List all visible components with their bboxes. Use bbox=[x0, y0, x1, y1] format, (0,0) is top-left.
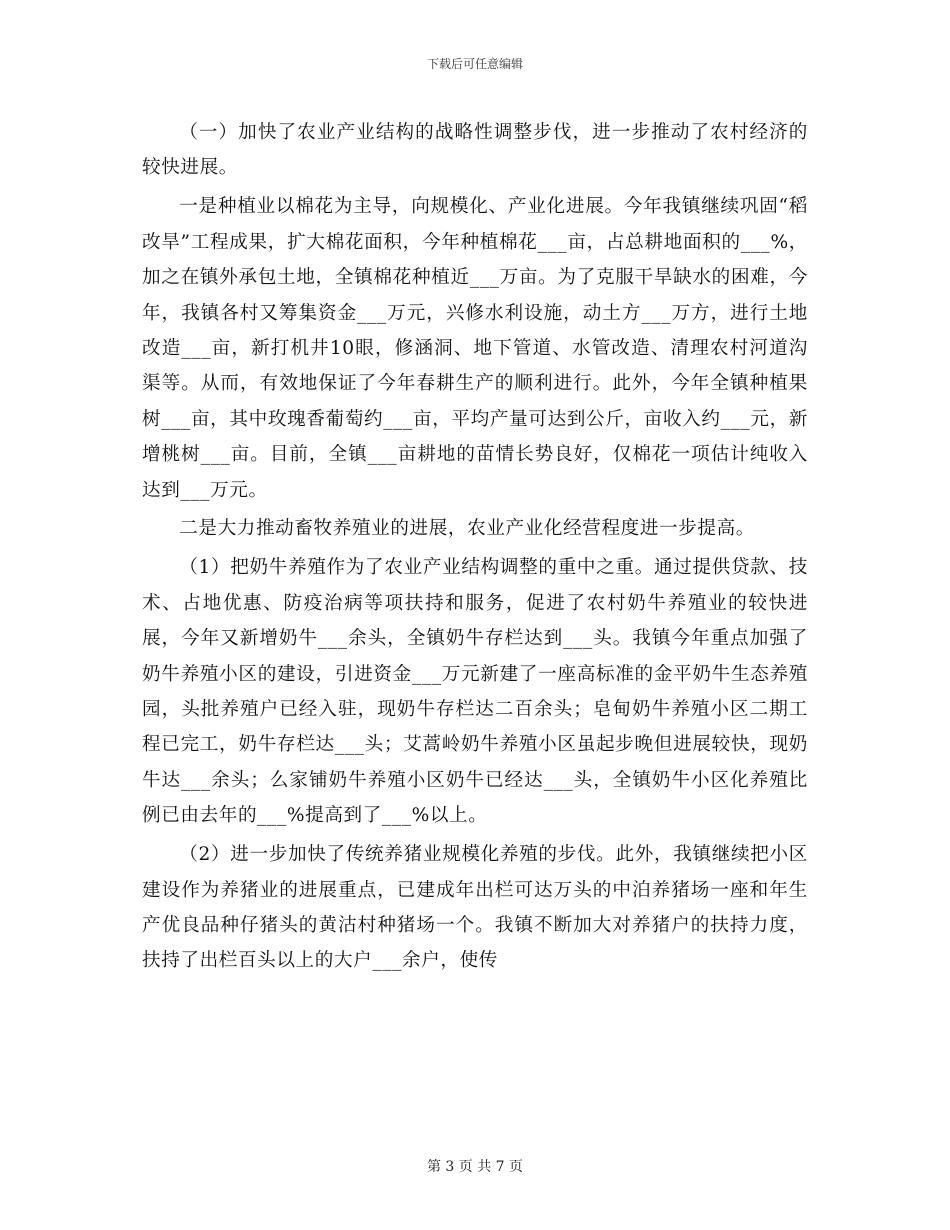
paragraph-section-title: （一）加快了农业产业结构的战略性调整步伐，进一步推动了农村经济的较快进展。 bbox=[142, 122, 808, 179]
document-body bbox=[142, 115, 808, 982]
page-header: 下载后可任意编辑 bbox=[426, 57, 523, 71]
paragraph-pig-farming: （2）进一步加快了传统养猪业规模化养殖的步伐。此外，我镇继续把小区建设作为养猪业的进展重点，已建成年出栏可达万头的中泊养猪场一座和年生产优良品种仔猪头的黄沽村种猪场一个。我镇不断加大对养猪户的扶持力度，扶持了出栏百头以上的大户___余户，使传 bbox=[142, 844, 808, 972]
paragraph-dairy: （1）把奶牛养殖作为了农业产业结构调整的重中之重。通过提供贷款、技术、占地优惠、防疫治病等项扶持和服务，促进了农村奶牛养殖业的较快进展，今年又新增奶牛___余头，全镇奶牛存栏达到___头。我镇今年重点加强了奶牛养殖小区的建设，引进资金___万元新建了一座高标准的金平奶牛生态养殖园，头批养殖户已经入驻，现奶牛存栏达二百余头；皂甸奶牛养殖小区二期工程已完工，奶牛存栏达___头；艾蒿岭奶牛养殖小区虽起步晚但进展较快，现奶牛达___余头；么家铺奶牛养殖小区奶牛已经达___头，全镇奶牛小区化养殖比例已由去年的___%提高到了___%以上。 bbox=[142, 557, 808, 827]
paragraph-livestock: 二是大力推动畜牧养殖业的进展，农业产业化经营程度进一步提高。 bbox=[179, 518, 756, 540]
page-footer: 第 3 页 共 7 页 bbox=[426, 1159, 524, 1175]
paragraph-planting: 一是种植业以棉花为主导，向规模化、产业化进展。今年我镇继续巩固“稻改旱”工程成果，扩大棉花面积，今年种植棉花___亩，占总耕地面积的___%，加之在镇外承包土地，全镇棉花种植近___万亩。为了克服干旱缺水的困难，今年，我镇各村又筹集资金___万元，兴修水利设施，动土方___万方，进行土地改造___亩，新打机井10眼，修涵洞、地下管道、水管改造、清理农村河道沟渠等。从而，有效地保证了今年春耕生产的顺利进行。此外，今年全镇种植果树___亩，其中玫瑰香葡萄约___亩，平均产量可达到公斤，亩收入约___元，新增桃树___亩。目前，全镇___亩耕地的苗情长势良好，仅棉花一项估计纯收入达到___万元。 bbox=[142, 196, 808, 501]
